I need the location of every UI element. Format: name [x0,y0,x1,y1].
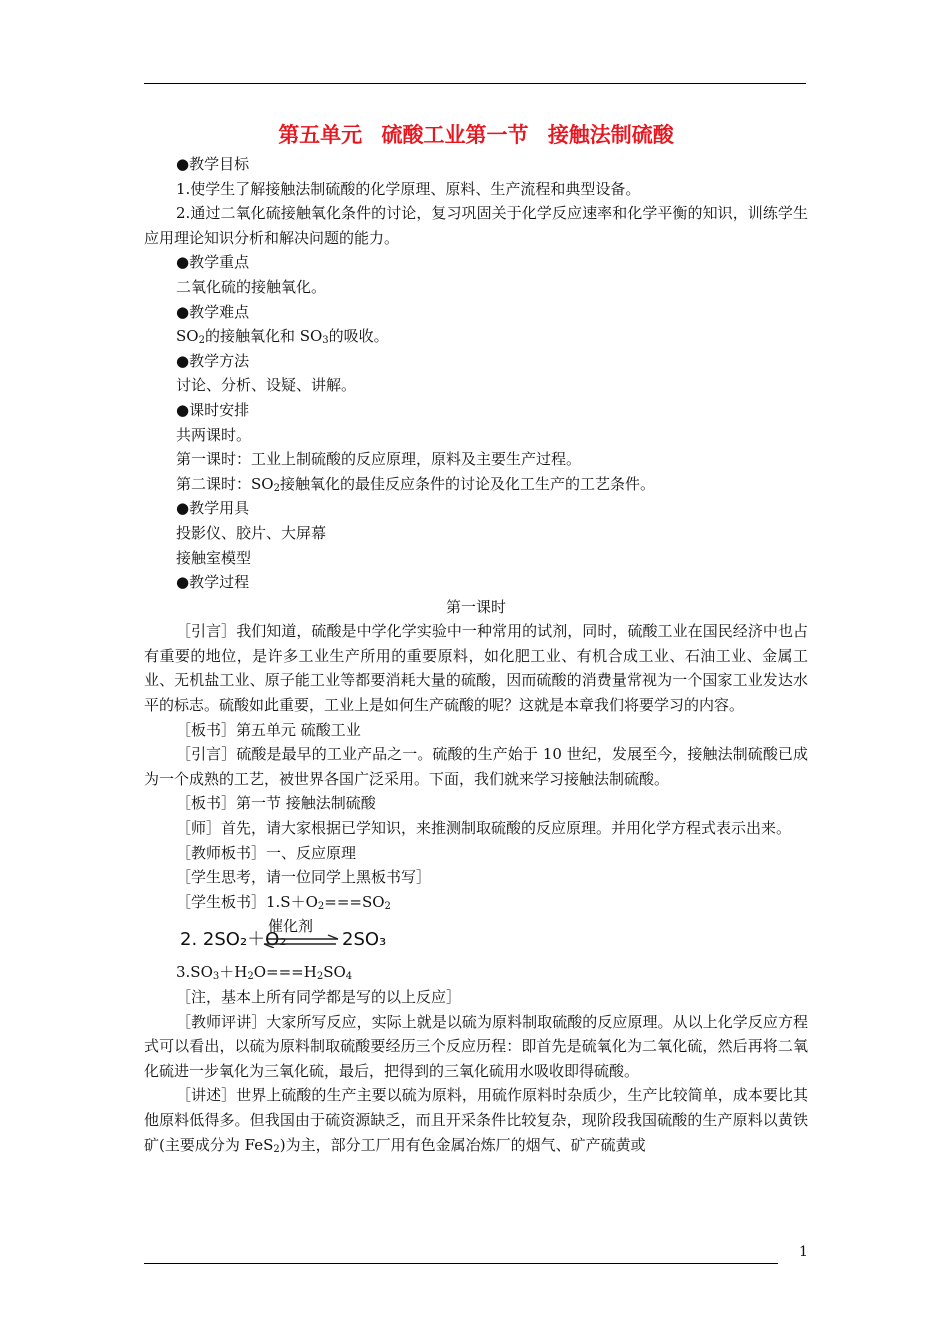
title-unit: 第五单元 [278,122,363,147]
equation-2-reactants: 2. 2SO₂＋O₂ [180,929,287,951]
catalyst-label: 催化剂 [268,917,314,936]
intro-paragraph-2: ［引言］硫酸是最早的工业产品之一。硫酸的生产始于 10 世纪，发展至今，接触法制硫酸已成为一个成熟的工艺，被世界各国广泛采用。下面，我们就来学习接触法制硫酸。 [144,745,808,788]
schedule-lesson-1: 第一课时：工业上制硫酸的反应原理，原料及主要生产过程。 [176,450,582,469]
heading-tools: ●教学用具 [176,499,250,518]
difficulty-text: $SO_2$的接触氧化和 $SO_3$的吸收。 [176,327,389,347]
heading-methods: ●教学方法 [176,351,250,370]
tools-text-1: 投影仪、胶片、大屏幕 [176,523,327,542]
teacher-prompt: ［师］首先，请大家根据已学知识，来推测制取硫酸的反应原理。并用化学方程式表示出来。 [176,819,792,838]
board-note-unit: ［板书］第五单元 硫酸工业 [176,720,361,739]
header-rule [144,83,806,84]
footer-rule [144,1263,778,1264]
student-activity: ［学生思考，请一位同学上黑板书写］ [176,868,432,887]
lesson-1-heading: 第一课时 [445,597,506,616]
methods-text: 讨论、分析、设疑、讲解。 [176,376,357,395]
equation-3: $3.SO_3+H_2O===H_2SO_4$ [176,963,353,983]
lecture-paragraph: ［讲述］世界上硫酸的生产主要以硫为原料，用硫作原料时杂质少，生产比较简单，成本要比其他原料低得多。但我国由于硫资源缺乏，而且开采条件比较复杂，现阶段我国硫酸的生产原料以黄铁矿(主要成分为 FeS$_2$)为主，部分工厂用有色金属冶炼厂的烟气、矿产硫黄或 [144,1086,808,1155]
page-number: 1 [799,1244,808,1260]
heading-schedule: ●课时安排 [176,400,250,419]
equation-1: ［学生板书$]1.S+O_2===SO_2$ [176,892,391,912]
intro-paragraph: ［引言］我们知道，硫酸是中学化学实验中一种常用的试剂，同时，硫酸工业在国民经济中也占有重要的地位，是许多工业生产所用的重要原料，如化肥工业、有机合成工业、石油工业、金属工业、无机盐工业、原子能工业等都要消耗大量的硫酸，因而硫酸的消费量常视为一个国家工业发达水平的标志。硫酸如此重要，工业上是如何生产硫酸的呢？这就是本章我们将要学习的内容。 [144,622,808,715]
board-note-section: ［板书］第一节 接触法制硫酸 [176,794,376,813]
title-section: 硫酸工业第一节 [381,122,529,147]
heading-process: ●教学过程 [176,573,250,592]
board-note-principle: ［教师板书］一、反应原理 [176,843,357,862]
note-text: ［注，基本上所有同学都是写的以上反应］ [176,988,462,1006]
heading-key-points: ●教学重点 [176,253,250,272]
page-title [144,120,808,150]
objective-1: 1.使学生了解接触法制硫酸的化学原理、原料、生产流程和典型设备。 [176,179,641,198]
equation-2 [144,914,808,960]
schedule-lesson-2: 第二课时：$SO_2$接触氧化的最佳反应条件的讨论及化工生产的工艺条件。 [176,474,655,494]
reversible-arrow-icon [262,934,340,948]
tools-text-2: 接触室模型 [176,548,252,567]
heading-objectives: ●教学目标 [176,155,250,173]
heading-difficulties: ●教学难点 [176,302,250,321]
title-topic: 接触法制硫酸 [547,122,674,147]
objective-2: 2.通过二氧化硫接触氧化条件的讨论，复习巩固关于化学反应速率和化学平衡的知识，训练学生应用理论知识分析和解决问题的能力。 [144,204,808,247]
document-body [144,120,808,1157]
teacher-review: ［教师评讲］大家所写反应，实际上就是以硫为原料制取硫酸的反应原理。从以上化学反应方程式可以看出，以硫为原料制取硫酸要经历三个反应历程：即首先是硫氧化为二氧化硫，然后再将二氧化硫进一步氧化为三氧化硫，最后，把得到的三氧化硫用水吸收即得硫酸。 [144,1012,808,1080]
key-point-text: 二氧化硫的接触氧化。 [176,277,327,296]
equation-2-product: 2SO₃ [342,929,387,951]
schedule-total: 共两课时。 [176,425,252,444]
